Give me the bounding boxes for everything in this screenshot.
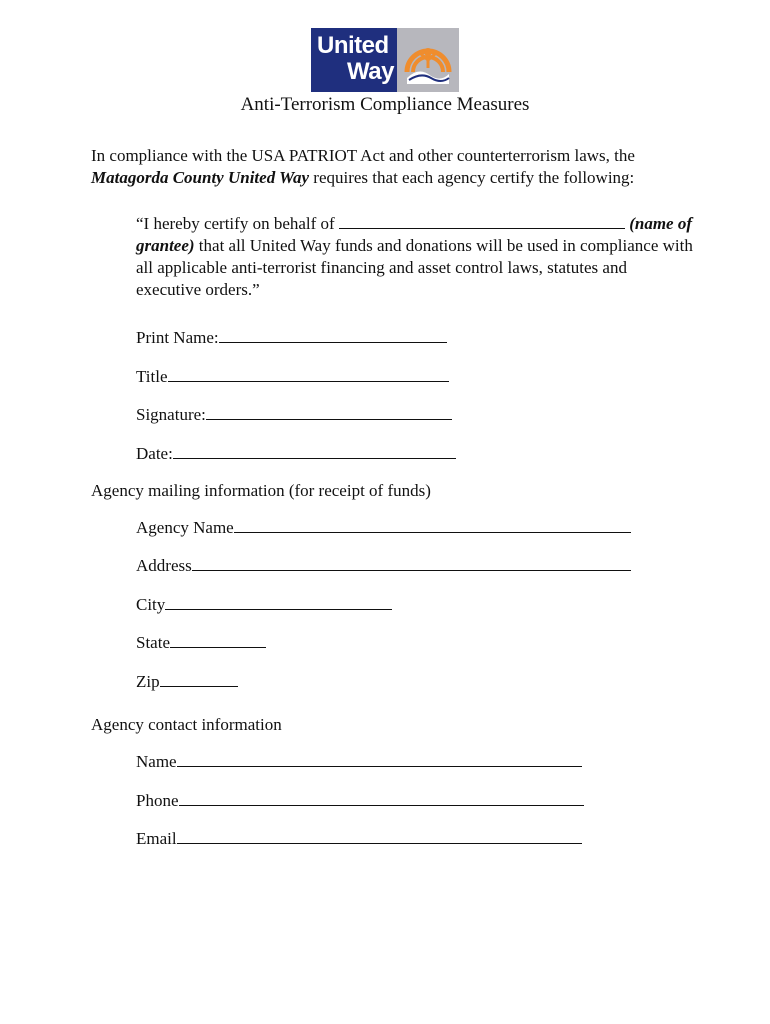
date-label: Date:: [136, 444, 173, 463]
state-line[interactable]: [170, 630, 266, 648]
zip-label: Zip: [136, 672, 160, 691]
city-field: [136, 592, 392, 614]
intro-paragraph: [91, 145, 731, 189]
zip-line[interactable]: [160, 669, 238, 687]
print-name-field: [136, 325, 447, 347]
email-line[interactable]: [177, 826, 582, 844]
intro-text-part1: In compliance with the USA PATRIOT Act and other counterterrorism laws, the: [91, 146, 635, 165]
state-label: State: [136, 633, 170, 652]
city-line[interactable]: [165, 592, 392, 610]
zip-field: [136, 669, 238, 691]
date-line[interactable]: [173, 441, 456, 459]
email-label: Email: [136, 829, 177, 848]
address-label: Address: [136, 556, 192, 575]
certification-text-part2: that all United Way funds and donations will be used in compliance with all applicable anti-terrorist financing and asset control laws, statutes and executive orders.”: [136, 236, 693, 299]
print-name-label: Print Name:: [136, 328, 219, 347]
title-label: Title: [136, 367, 168, 386]
grantee-name-blank[interactable]: [339, 213, 625, 229]
grantee-hint: (name of grantee): [136, 214, 693, 255]
signature-label: Signature:: [136, 405, 206, 424]
agency-name-label: Agency Name: [136, 518, 234, 537]
city-label: City: [136, 595, 166, 614]
phone-field: [136, 788, 584, 810]
signature-field: [136, 402, 452, 424]
hand-rainbow-person-icon: [401, 32, 455, 88]
certification-text-part1: “I hereby certify on behalf of: [136, 214, 339, 233]
title-field: [136, 364, 449, 386]
address-line[interactable]: [192, 553, 631, 571]
contact-name-field: [136, 749, 582, 771]
united-way-logo: [311, 28, 459, 92]
phone-line[interactable]: [179, 788, 584, 806]
email-field: [136, 826, 582, 848]
certification-statement: [136, 213, 696, 301]
print-name-line[interactable]: [219, 325, 447, 343]
address-field: [136, 553, 631, 575]
intro-text-part2: requires that each agency certify the following:: [309, 168, 635, 187]
agency-name-field: [136, 515, 631, 537]
logo-word-way: Way: [347, 58, 394, 85]
document-title: Anti-Terrorism Compliance Measures: [240, 94, 530, 115]
contact-info-heading: Agency contact information: [91, 715, 282, 734]
logo-word-united: United: [317, 32, 389, 59]
title-line[interactable]: [168, 364, 449, 382]
state-field: [136, 630, 266, 652]
logo-emblem-panel: [397, 28, 459, 92]
agency-name-line[interactable]: [234, 515, 631, 533]
phone-label: Phone: [136, 791, 179, 810]
signature-line[interactable]: [206, 402, 452, 420]
contact-name-label: Name: [136, 752, 177, 771]
logo-wordmark-panel: [311, 28, 397, 92]
mailing-info-heading: Agency mailing information (for receipt of funds): [91, 481, 431, 500]
contact-name-line[interactable]: [177, 749, 582, 767]
date-field: [136, 441, 456, 463]
organization-name: Matagorda County United Way: [91, 168, 310, 187]
